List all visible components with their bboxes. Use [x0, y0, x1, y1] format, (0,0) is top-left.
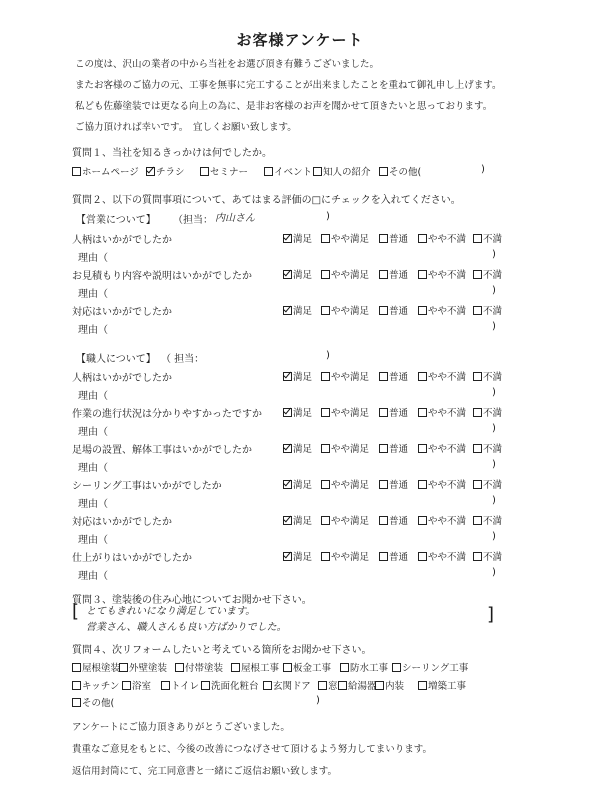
- option-label: やや不満: [428, 306, 467, 317]
- checkbox[interactable]: [321, 234, 330, 243]
- rating-option[interactable]: [321, 267, 369, 281]
- checkbox[interactable]: [379, 408, 388, 417]
- reason-field[interactable]: [132, 249, 482, 261]
- rating-option[interactable]: [473, 369, 502, 383]
- checkbox[interactable]: [283, 516, 292, 525]
- checkbox[interactable]: [473, 234, 482, 243]
- option-label: 付帯塗装: [185, 663, 224, 674]
- checkbox[interactable]: [321, 270, 330, 279]
- checkbox[interactable]: [283, 444, 292, 453]
- option-label: 屋根工事: [241, 663, 280, 674]
- reason-close: ): [492, 567, 496, 578]
- rating-option[interactable]: [473, 441, 502, 455]
- q4-option[interactable]: [375, 678, 404, 692]
- rating-option[interactable]: [321, 549, 369, 563]
- option-label: キッチン: [82, 681, 120, 692]
- q4-option[interactable]: [340, 660, 388, 674]
- q4-option[interactable]: [231, 660, 279, 674]
- reason-label: 理由（: [78, 427, 108, 438]
- intro-line: この度は、沢山の業者の中から当社をお選び頂き有難うございました。: [75, 59, 380, 70]
- checkbox[interactable]: [379, 234, 388, 243]
- checkbox[interactable]: [318, 681, 327, 690]
- option-label: その他(: [389, 167, 422, 178]
- option-label: 満足: [293, 270, 313, 281]
- rating-option[interactable]: [418, 477, 466, 491]
- rating-option[interactable]: [321, 369, 369, 383]
- checkbox[interactable]: [72, 681, 81, 690]
- checkbox[interactable]: [283, 270, 292, 279]
- checkbox[interactable]: [72, 698, 81, 707]
- option-label: 窓: [328, 681, 338, 692]
- reason-field[interactable]: [132, 387, 482, 399]
- reason-close: ): [492, 531, 496, 542]
- rating-option[interactable]: [379, 369, 408, 383]
- rating-option[interactable]: [283, 477, 312, 491]
- checkbox[interactable]: [283, 234, 292, 243]
- option-label: その他(: [82, 698, 115, 709]
- checkbox[interactable]: [473, 372, 482, 381]
- reason-label: 理由（: [78, 571, 108, 582]
- q4-option[interactable]: [72, 678, 119, 692]
- checkbox[interactable]: [473, 516, 482, 525]
- reason-close: ): [492, 387, 496, 398]
- rating-option[interactable]: [418, 441, 466, 455]
- rating-option[interactable]: [418, 513, 466, 527]
- reason-label: 理由（: [78, 463, 108, 474]
- option-label: ホームページ: [82, 167, 139, 178]
- option-label: やや不満: [428, 516, 467, 527]
- checkbox[interactable]: [283, 552, 292, 561]
- option-label: 満足: [293, 372, 313, 383]
- q1-option[interactable]: [146, 164, 185, 178]
- question-text: 人柄はいかがでしたか: [72, 235, 172, 246]
- rating-option[interactable]: [379, 477, 408, 491]
- option-label: 給湯器: [348, 681, 377, 692]
- q3-answer-line2[interactable]: 営業さん、職人さんも良い方ばかりでした。: [86, 622, 287, 633]
- checkbox[interactable]: [313, 167, 322, 176]
- checkbox[interactable]: [418, 552, 427, 561]
- rating-option[interactable]: [418, 267, 466, 281]
- option-label: やや満足: [331, 552, 370, 563]
- checkbox[interactable]: [379, 444, 388, 453]
- option-label: 内装: [385, 681, 405, 692]
- checkbox[interactable]: [379, 372, 388, 381]
- checkbox[interactable]: [418, 480, 427, 489]
- rating-option[interactable]: [473, 477, 502, 491]
- rating-option[interactable]: [418, 369, 466, 383]
- q4-option[interactable]: [392, 660, 468, 674]
- option-label: やや不満: [428, 270, 467, 281]
- checkbox[interactable]: [264, 167, 273, 176]
- option-label: 満足: [293, 516, 313, 527]
- option-label: 普通: [389, 480, 409, 491]
- q4-option[interactable]: [418, 678, 466, 692]
- checkbox[interactable]: [283, 372, 292, 381]
- option-label: やや不満: [428, 552, 467, 563]
- rating-option[interactable]: [379, 303, 408, 317]
- question-text: お見積もり内容や説明はいかがでしたか: [72, 271, 252, 282]
- option-label: シーリング工事: [402, 663, 469, 674]
- option-label: やや不満: [428, 444, 467, 455]
- rating-option[interactable]: [473, 405, 502, 419]
- q2-label: 質問２、以下の質問事項について、あてはまる評価の□にチェックを入れてください。: [72, 195, 461, 206]
- option-label: 玄関ドア: [273, 681, 311, 692]
- checkbox[interactable]: [418, 444, 427, 453]
- reason-field[interactable]: [132, 321, 482, 333]
- question-text: 人柄はいかがでしたか: [72, 373, 172, 384]
- intro-line: またお客様のご協力の元、工事を無事に完工することが出来ましたことを重ねて御礼申し上げます。: [75, 80, 502, 91]
- q4-option[interactable]: [201, 678, 259, 692]
- question-text: 仕上がりはいかがでしたか: [72, 553, 192, 564]
- rating-option[interactable]: [379, 267, 408, 281]
- checkbox[interactable]: [418, 408, 427, 417]
- checkbox[interactable]: [418, 681, 427, 690]
- rating-option[interactable]: [379, 549, 408, 563]
- checkbox[interactable]: [392, 663, 401, 672]
- option-label: 満足: [293, 408, 313, 419]
- checkbox[interactable]: [321, 306, 330, 315]
- option-label: 普通: [389, 552, 409, 563]
- rating-option[interactable]: [283, 405, 312, 419]
- reason-label: 理由（: [78, 391, 108, 402]
- rating-option[interactable]: [418, 231, 466, 245]
- rating-option[interactable]: [418, 549, 466, 563]
- sales-staff-value[interactable]: 内山さん: [215, 213, 255, 224]
- reason-label: 理由（: [78, 253, 108, 264]
- option-label: 不満: [483, 270, 503, 281]
- rating-option[interactable]: [283, 303, 312, 317]
- checkbox[interactable]: [473, 408, 482, 417]
- q1-option[interactable]: [200, 164, 248, 178]
- sales-staff-close: ): [326, 211, 330, 222]
- checkbox[interactable]: [375, 681, 384, 690]
- checkbox[interactable]: [473, 270, 482, 279]
- checkbox[interactable]: [122, 681, 131, 690]
- craftsmen-staff-close: ): [326, 350, 330, 361]
- option-label: 防水工事: [350, 663, 389, 674]
- checkbox[interactable]: [321, 444, 330, 453]
- checkbox[interactable]: [418, 234, 427, 243]
- option-label: 浴室: [132, 681, 152, 692]
- reason-field[interactable]: [132, 459, 482, 471]
- rating-option[interactable]: [283, 369, 312, 383]
- rating-option[interactable]: [379, 441, 408, 455]
- checkbox[interactable]: [379, 480, 388, 489]
- q3-close-bracket: ]: [487, 604, 495, 625]
- q4-option[interactable]: [175, 660, 223, 674]
- checkbox[interactable]: [201, 681, 210, 690]
- option-label: 不満: [483, 480, 503, 491]
- option-label: やや満足: [331, 372, 370, 383]
- reason-label: 理由（: [78, 289, 108, 300]
- q1-option[interactable]: [379, 164, 421, 178]
- option-label: 普通: [389, 516, 409, 527]
- option-label: 普通: [389, 408, 409, 419]
- checkbox[interactable]: [263, 681, 272, 690]
- q4-option[interactable]: [119, 660, 167, 674]
- sales-header: 【営業について】: [76, 215, 156, 226]
- question-text: 足場の設置、解体工事はいかがでしたか: [72, 445, 252, 456]
- rating-option[interactable]: [321, 303, 369, 317]
- rating-option[interactable]: [473, 231, 502, 245]
- option-label: セミナー: [210, 167, 249, 178]
- option-label: イベント: [274, 167, 313, 178]
- question-text: シーリング工事はいかがでしたか: [72, 481, 222, 492]
- option-label: やや不満: [428, 480, 467, 491]
- option-label: 満足: [293, 480, 313, 491]
- checkbox[interactable]: [379, 167, 388, 176]
- reason-close: ): [492, 321, 496, 332]
- checkbox[interactable]: [283, 408, 292, 417]
- option-label: 普通: [389, 306, 409, 317]
- option-label: 不満: [483, 408, 503, 419]
- option-label: トイレ: [171, 681, 200, 692]
- q1-option[interactable]: [72, 164, 139, 178]
- q4-option[interactable]: [161, 678, 199, 692]
- craftsmen-staff-label: （ 担当：: [161, 354, 205, 365]
- reason-label: 理由（: [78, 535, 108, 546]
- q4-other-close: ): [316, 695, 320, 706]
- option-label: やや満足: [331, 480, 370, 491]
- option-label: 満足: [293, 552, 313, 563]
- sales-staff-label: （担当：: [173, 215, 213, 226]
- rating-option[interactable]: [283, 549, 312, 563]
- q1-option[interactable]: [264, 164, 312, 178]
- option-label: 知人の紹介: [323, 167, 371, 178]
- reason-close: ): [492, 459, 496, 470]
- rating-option[interactable]: [379, 405, 408, 419]
- option-label: やや満足: [331, 408, 370, 419]
- reason-field[interactable]: [132, 531, 482, 543]
- checkbox[interactable]: [340, 663, 349, 672]
- option-label: 外壁塗装: [129, 663, 168, 674]
- option-label: 満足: [293, 306, 313, 317]
- rating-option[interactable]: [321, 477, 369, 491]
- checkbox[interactable]: [283, 306, 292, 315]
- q4-option[interactable]: [338, 678, 377, 692]
- reason-close: ): [492, 285, 496, 296]
- rating-option[interactable]: [379, 513, 408, 527]
- option-label: やや満足: [331, 234, 370, 245]
- rating-option[interactable]: [321, 441, 369, 455]
- checkbox[interactable]: [321, 552, 330, 561]
- checkbox[interactable]: [473, 306, 482, 315]
- checkbox[interactable]: [321, 372, 330, 381]
- checkbox[interactable]: [321, 480, 330, 489]
- q3-answer-line1[interactable]: とてもきれいになり満足しています。: [86, 606, 256, 617]
- option-label: 増築工事: [428, 681, 467, 692]
- q1-close: ): [481, 164, 485, 175]
- checkbox[interactable]: [119, 663, 128, 672]
- option-label: 不満: [483, 234, 503, 245]
- checkbox[interactable]: [473, 444, 482, 453]
- option-label: やや満足: [331, 516, 370, 527]
- option-label: 満足: [293, 234, 313, 245]
- rating-option[interactable]: [473, 513, 502, 527]
- reason-label: 理由（: [78, 325, 108, 336]
- checkbox[interactable]: [379, 306, 388, 315]
- reason-field[interactable]: [132, 285, 482, 297]
- rating-option[interactable]: [473, 267, 502, 281]
- option-label: 普通: [389, 372, 409, 383]
- rating-option[interactable]: [283, 267, 312, 281]
- q4-other-option[interactable]: [72, 695, 114, 709]
- checkbox[interactable]: [146, 167, 155, 176]
- question-text: 作業の進行状況は分かりやすかったですか: [72, 409, 262, 420]
- checkbox[interactable]: [72, 663, 81, 672]
- checkbox[interactable]: [321, 516, 330, 525]
- closing-line: アンケートにご協力頂きありがとうございました。: [72, 722, 290, 733]
- option-label: やや満足: [331, 306, 370, 317]
- reason-field[interactable]: [132, 423, 482, 435]
- rating-option[interactable]: [283, 513, 312, 527]
- rating-option[interactable]: [418, 303, 466, 317]
- option-label: 板金工事: [293, 663, 332, 674]
- option-label: やや不満: [428, 372, 467, 383]
- question-text: 対応はいかがでしたか: [72, 307, 172, 318]
- closing-line: 貴重なご意見をもとに、今後の改善につなげさせて頂けるよう努力してまいります。: [72, 744, 433, 755]
- rating-option[interactable]: [418, 405, 466, 419]
- closing-line: 返信用封筒にて、完工同意書と一緒にご返信お願い致します。: [72, 766, 338, 777]
- option-label: 不満: [483, 444, 503, 455]
- q4-label: 質問４、次リフォームしたいと考えている箇所をお聞かせ下さい。: [72, 645, 372, 656]
- question-text: 対応はいかがでしたか: [72, 517, 172, 528]
- option-label: 不満: [483, 552, 503, 563]
- option-label: 不満: [483, 306, 503, 317]
- rating-option[interactable]: [283, 231, 312, 245]
- craftsmen-header: 【職人について】: [76, 354, 156, 365]
- rating-option[interactable]: [473, 303, 502, 317]
- rating-option[interactable]: [283, 441, 312, 455]
- option-label: やや満足: [331, 270, 370, 281]
- option-label: やや満足: [331, 444, 370, 455]
- checkbox[interactable]: [72, 167, 81, 176]
- checkbox[interactable]: [418, 516, 427, 525]
- intro-line: 私ども佐藤塗装では更なる向上の為に、是非お客様のお声を聞かせて頂きたいと思っております。: [75, 101, 493, 112]
- checkbox[interactable]: [321, 408, 330, 417]
- option-label: 不満: [483, 372, 503, 383]
- checkbox[interactable]: [161, 681, 170, 690]
- checkbox[interactable]: [338, 681, 347, 690]
- reason-field[interactable]: [132, 495, 482, 507]
- q3-label: 質問３、塗装後の住み心地についてお聞かせ下さい。: [72, 595, 312, 606]
- option-label: 普通: [389, 270, 409, 281]
- reason-field[interactable]: [132, 567, 482, 579]
- q4-option[interactable]: [318, 678, 338, 692]
- option-label: チラシ: [156, 167, 185, 178]
- option-label: 洗面化粧台: [211, 681, 259, 692]
- rating-option[interactable]: [379, 231, 408, 245]
- q4-option[interactable]: [283, 660, 331, 674]
- option-label: 普通: [389, 444, 409, 455]
- checkbox[interactable]: [200, 167, 209, 176]
- reason-close: ): [492, 423, 496, 434]
- checkbox[interactable]: [379, 516, 388, 525]
- page-title: お客様アンケート: [236, 31, 364, 49]
- checkbox[interactable]: [283, 663, 292, 672]
- option-label: 満足: [293, 444, 313, 455]
- rating-option[interactable]: [321, 405, 369, 419]
- option-label: 普通: [389, 234, 409, 245]
- q1-label: 質問１、当社を知るきっかけは何でしたか。: [72, 148, 272, 159]
- intro-line: ご協力頂ければ幸いです。 宜しくお願い致します。: [75, 122, 297, 133]
- option-label: 不満: [483, 516, 503, 527]
- q1-option[interactable]: [313, 164, 371, 178]
- reason-label: 理由（: [78, 499, 108, 510]
- q4-option[interactable]: [72, 660, 120, 674]
- checkbox[interactable]: [473, 480, 482, 489]
- q4-option[interactable]: [122, 678, 151, 692]
- option-label: 屋根塗装: [82, 663, 121, 674]
- checkbox[interactable]: [379, 552, 388, 561]
- checkbox[interactable]: [418, 306, 427, 315]
- reason-close: ): [492, 495, 496, 506]
- checkbox[interactable]: [473, 552, 482, 561]
- q3-open-bracket: [: [72, 601, 80, 622]
- q4-option[interactable]: [263, 678, 311, 692]
- checkbox[interactable]: [175, 663, 184, 672]
- checkbox[interactable]: [418, 372, 427, 381]
- checkbox[interactable]: [418, 270, 427, 279]
- checkbox[interactable]: [231, 663, 240, 672]
- option-label: やや不満: [428, 234, 467, 245]
- checkbox[interactable]: [283, 480, 292, 489]
- rating-option[interactable]: [321, 513, 369, 527]
- reason-close: ): [492, 249, 496, 260]
- checkbox[interactable]: [379, 270, 388, 279]
- option-label: やや不満: [428, 408, 467, 419]
- rating-option[interactable]: [473, 549, 502, 563]
- rating-option[interactable]: [321, 231, 369, 245]
